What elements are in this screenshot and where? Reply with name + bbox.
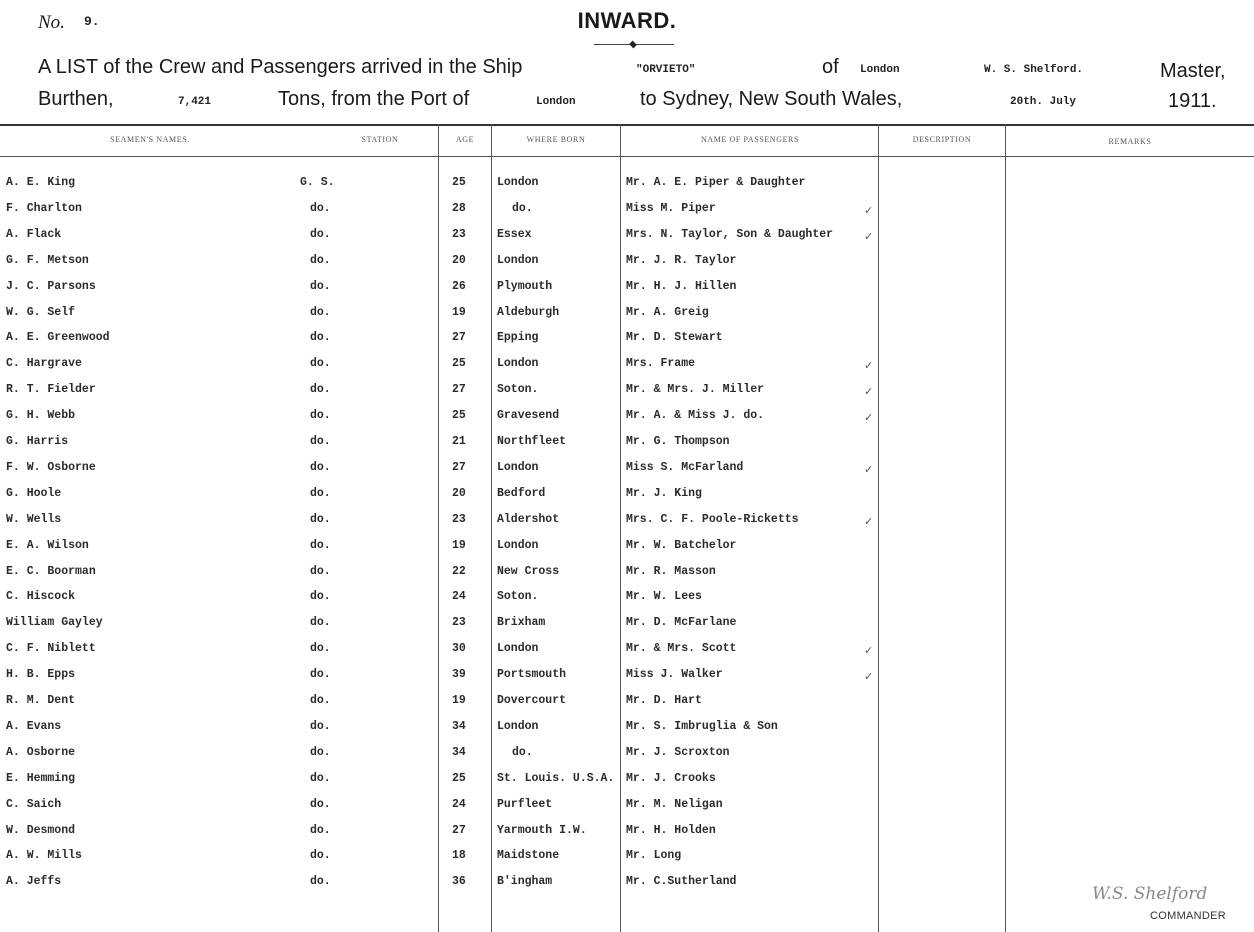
passenger-name: Mrs. N. Taylor, Son & Daughter	[626, 228, 834, 241]
passenger-name: Mr. M. Neligan	[626, 798, 723, 811]
seaman-name: G. H. Webb	[6, 409, 76, 422]
age-cell: 22	[452, 565, 466, 578]
where-born-cell: Purfleet	[497, 798, 553, 811]
seaman-name: W. G. Self	[6, 306, 76, 319]
age-cell: 26	[452, 280, 466, 293]
station-cell: G. S.	[300, 176, 335, 189]
list-number: 9.	[84, 14, 100, 29]
seaman-name: F. Charlton	[6, 202, 82, 215]
column-divider	[1005, 124, 1006, 932]
commander-label: COMMANDER	[1150, 910, 1227, 922]
check-mark-icon: ✓	[864, 386, 874, 398]
seaman-name: R. T. Fielder	[6, 383, 96, 396]
age-cell: 24	[452, 798, 466, 811]
passenger-name: Miss M. Piper	[626, 202, 716, 215]
station-cell: do.	[310, 694, 331, 707]
age-cell: 25	[452, 176, 466, 189]
station-cell: do.	[310, 202, 331, 215]
seaman-name: E. Hemming	[6, 772, 76, 785]
passenger-name: Mr. R. Masson	[626, 565, 716, 578]
station-cell: do.	[310, 668, 331, 681]
passenger-name: Mr. H. J. Hillen	[626, 280, 737, 293]
seaman-name: J. C. Parsons	[6, 280, 96, 293]
station-cell: do.	[310, 357, 331, 370]
where-born-cell: Soton.	[497, 383, 539, 396]
age-cell: 19	[452, 539, 466, 552]
station-cell: do.	[310, 383, 331, 396]
station-cell: do.	[310, 849, 331, 862]
number-label: No.	[38, 12, 65, 33]
passenger-name: Mr. J. R. Taylor	[626, 254, 737, 267]
departure-port: London	[536, 96, 576, 108]
column-divider	[620, 124, 621, 932]
passenger-name: Mrs. Frame	[626, 357, 696, 370]
passenger-name: Mr. W. Batchelor	[626, 539, 737, 552]
column-header-seamen: SEAMEN'S NAMES.	[110, 135, 190, 144]
page-title: INWARD.	[577, 8, 677, 33]
passenger-name: Mr. D. Stewart	[626, 331, 723, 344]
seaman-name: G. Hoole	[6, 487, 62, 500]
seaman-name: G. F. Metson	[6, 254, 89, 267]
seaman-name: R. M. Dent	[6, 694, 76, 707]
age-cell: 23	[452, 228, 466, 241]
passenger-name: Mr. A. Greig	[626, 306, 709, 319]
check-mark-icon: ✓	[864, 464, 874, 476]
age-cell: 20	[452, 254, 466, 267]
check-mark-icon: ✓	[864, 412, 874, 424]
passenger-name: Mr. D. Hart	[626, 694, 702, 707]
station-cell: do.	[310, 254, 331, 267]
age-cell: 36	[452, 875, 466, 888]
station-cell: do.	[310, 642, 331, 655]
age-cell: 23	[452, 616, 466, 629]
column-divider	[491, 124, 492, 932]
seaman-name: William Gayley	[6, 616, 103, 629]
station-cell: do.	[310, 435, 331, 448]
seaman-name: A. Evans	[6, 720, 62, 733]
check-mark-icon: ✓	[864, 516, 874, 528]
seaman-name: A. E. Greenwood	[6, 331, 110, 344]
table-header-rule	[0, 156, 1254, 157]
where-born-cell: Soton.	[497, 590, 539, 603]
where-born-cell: Epping	[497, 331, 539, 344]
age-cell: 39	[452, 668, 466, 681]
seaman-name: C. Saich	[6, 798, 62, 811]
seaman-name: A. E. King	[6, 176, 76, 189]
station-cell: do.	[310, 565, 331, 578]
where-born-cell: Gravesend	[497, 409, 560, 422]
passenger-name: Mr. & Mrs. Scott	[626, 642, 737, 655]
where-born-cell: Dovercourt	[497, 694, 567, 707]
where-born-cell: London	[497, 461, 539, 474]
station-cell: do.	[310, 539, 331, 552]
passenger-name: Mr. Long	[626, 849, 682, 862]
year-value: 1911.	[1168, 90, 1217, 112]
seaman-name: W. Desmond	[6, 824, 76, 837]
station-cell: do.	[310, 487, 331, 500]
master-name: W. S. Shelford.	[984, 64, 1084, 76]
destination-text: to Sydney, New South Wales,	[640, 88, 903, 110]
where-born-cell: Northfleet	[497, 435, 567, 448]
station-cell: do.	[310, 461, 331, 474]
age-cell: 25	[452, 409, 466, 422]
station-cell: do.	[310, 331, 331, 344]
arrival-date: 20th. July	[1010, 96, 1077, 108]
where-born-cell: St. Louis. U.S.A.	[497, 772, 615, 785]
where-born-cell: B'ingham	[497, 875, 553, 888]
seaman-name: W. Wells	[6, 513, 62, 526]
of-label: of	[822, 56, 839, 78]
seaman-name: E. A. Wilson	[6, 539, 89, 552]
station-cell: do.	[310, 280, 331, 293]
passenger-name: Mr. G. Thompson	[626, 435, 730, 448]
where-born-cell: Aldeburgh	[497, 306, 560, 319]
age-cell: 30	[452, 642, 466, 655]
age-cell: 23	[452, 513, 466, 526]
seaman-name: C. F. Niblett	[6, 642, 96, 655]
passenger-name: Mr. D. McFarlane	[626, 616, 737, 629]
age-cell: 28	[452, 202, 466, 215]
table-top-rule	[0, 124, 1254, 126]
station-cell: do.	[310, 746, 331, 759]
ship-name: "ORVIETO"	[636, 64, 696, 76]
age-cell: 34	[452, 720, 466, 733]
check-mark-icon: ✓	[864, 205, 874, 217]
age-cell: 27	[452, 383, 466, 396]
seaman-name: G. Harris	[6, 435, 69, 448]
column-header-description: DESCRIPTION	[912, 135, 972, 144]
where-born-cell: London	[497, 176, 539, 189]
where-born-cell: Maidstone	[497, 849, 560, 862]
passenger-name: Mr. S. Imbruglia & Son	[626, 720, 778, 733]
where-born-cell: Aldershot	[497, 513, 560, 526]
column-divider	[878, 124, 879, 932]
where-born-cell: Yarmouth I.W.	[497, 824, 587, 837]
station-cell: do.	[310, 306, 331, 319]
seaman-name: H. B. Epps	[6, 668, 76, 681]
passenger-name: Mr. J. Scroxton	[626, 746, 730, 759]
tonnage-value: 7,421	[178, 96, 212, 108]
passenger-name: Mr. & Mrs. J. Miller	[626, 383, 765, 396]
where-born-cell: London	[497, 720, 539, 733]
station-cell: do.	[310, 616, 331, 629]
station-cell: do.	[310, 798, 331, 811]
age-cell: 27	[452, 461, 466, 474]
age-cell: 19	[452, 694, 466, 707]
seaman-name: A. W. Mills	[6, 849, 82, 862]
column-header-remarks: REMARKS	[1108, 137, 1152, 146]
passenger-name: Mrs. C. F. Poole-Ricketts	[626, 513, 799, 526]
station-cell: do.	[310, 590, 331, 603]
burthen-label: Burthen,	[38, 88, 114, 110]
where-born-cell: London	[497, 642, 539, 655]
where-born-cell: do.	[512, 746, 533, 759]
where-born-cell: Bedford	[497, 487, 546, 500]
check-mark-icon: ✓	[864, 231, 874, 243]
age-cell: 34	[452, 746, 466, 759]
station-cell: do.	[310, 875, 331, 888]
passenger-name: Mr. J. Crooks	[626, 772, 716, 785]
age-cell: 25	[452, 357, 466, 370]
age-cell: 19	[452, 306, 466, 319]
age-cell: 27	[452, 331, 466, 344]
passenger-name: Mr. A. & Miss J. do.	[626, 409, 765, 422]
check-mark-icon: ✓	[864, 671, 874, 683]
seaman-name: F. W. Osborne	[6, 461, 96, 474]
where-born-cell: Plymouth	[497, 280, 553, 293]
passenger-name: Mr. W. Lees	[626, 590, 702, 603]
age-cell: 20	[452, 487, 466, 500]
where-born-cell: Portsmouth	[497, 668, 567, 681]
age-cell: 27	[452, 824, 466, 837]
seaman-name: C. Hiscock	[6, 590, 76, 603]
passenger-name: Mr. H. Holden	[626, 824, 716, 837]
passenger-name: Mr. J. King	[626, 487, 702, 500]
station-cell: do.	[310, 720, 331, 733]
station-cell: do.	[310, 513, 331, 526]
column-divider	[438, 124, 439, 932]
where-born-cell: London	[497, 254, 539, 267]
passenger-name: Miss J. Walker	[626, 668, 723, 681]
station-cell: do.	[310, 228, 331, 241]
age-cell: 21	[452, 435, 466, 448]
station-cell: do.	[310, 772, 331, 785]
master-label: Master,	[1160, 60, 1226, 82]
station-cell: do.	[310, 409, 331, 422]
where-born-cell: Essex	[497, 228, 532, 241]
passenger-name: Mr. A. E. Piper & Daughter	[626, 176, 806, 189]
age-cell: 24	[452, 590, 466, 603]
tons-from-label: Tons, from the Port of	[278, 88, 470, 110]
where-born-cell: do.	[512, 202, 533, 215]
ship-home-port: London	[860, 64, 900, 76]
where-born-cell: Brixham	[497, 616, 546, 629]
seaman-name: C. Hargrave	[6, 357, 82, 370]
check-mark-icon: ✓	[864, 645, 874, 657]
where-born-cell: New Cross	[497, 565, 560, 578]
age-cell: 18	[452, 849, 466, 862]
age-cell: 25	[452, 772, 466, 785]
list-heading-text: A LIST of the Crew and Passengers arrived in the Ship	[38, 56, 523, 78]
seaman-name: A. Flack	[6, 228, 62, 241]
station-cell: do.	[310, 824, 331, 837]
seaman-name: E. C. Boorman	[6, 565, 96, 578]
commander-signature: W.S. Shelford	[1092, 884, 1208, 904]
column-header-passengers: NAME OF PASSENGERS	[700, 135, 800, 144]
check-mark-icon: ✓	[864, 360, 874, 372]
passenger-name: Miss S. McFarland	[626, 461, 744, 474]
seaman-name: A. Jeffs	[6, 875, 62, 888]
column-header-age: AGE	[455, 135, 475, 144]
where-born-cell: London	[497, 539, 539, 552]
seaman-name: A. Osborne	[6, 746, 76, 759]
column-header-station: STATION	[361, 135, 399, 144]
title-ornament	[629, 41, 637, 49]
where-born-cell: London	[497, 357, 539, 370]
passenger-name: Mr. C.Sutherland	[626, 875, 737, 888]
column-header-where-born: WHERE BORN	[526, 135, 586, 144]
